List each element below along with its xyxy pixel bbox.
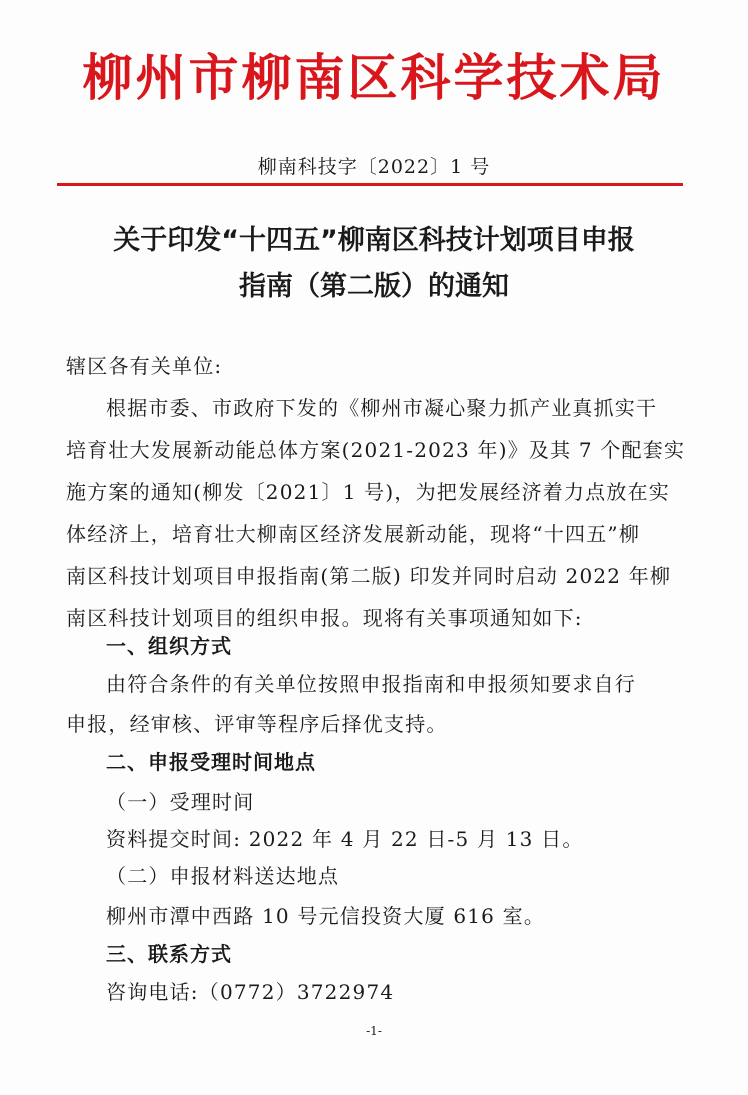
page-number: -1-	[366, 1024, 382, 1038]
salutation: 辖区各有关单位:	[66, 354, 223, 378]
subsection-heading-place: （二）申报材料送达地点	[106, 864, 340, 888]
submission-address: 柳州市潭中西路 10 号元信投资大厦 616 室。	[106, 904, 546, 928]
subsection-heading-time: （一）受理时间	[106, 790, 255, 814]
section-heading-organization: 一、组织方式	[106, 634, 232, 658]
letterhead-title: 柳州市柳南区科学技术局	[82, 49, 666, 107]
red-divider-line	[57, 183, 683, 186]
submission-time: 资料提交时间: 2022 年 4 月 22 日-5 月 13 日。	[106, 827, 584, 851]
section-heading-time-place: 二、申报受理时间地点	[106, 750, 316, 774]
body-paragraph-line: 南区科技计划项目申报指南(第二版) 印发并同时启动 2022 年柳	[66, 564, 672, 588]
body-paragraph-line: 申报，经审核、评审等程序后择优支持。	[66, 712, 448, 736]
notice-title-line-1: 关于印发“十四五”柳南区科技计划项目申报	[113, 225, 635, 256]
notice-title-line-2: 指南（第二版）的通知	[239, 271, 509, 302]
body-paragraph-line: 南区科技计划项目的组织申报。现将有关事项通知如下:	[66, 606, 583, 630]
document-number: 柳南科技字〔2022〕1 号	[257, 156, 491, 178]
section-heading-contact: 三、联系方式	[106, 942, 232, 966]
body-paragraph-line: 由符合条件的有关单位按照申报指南和申报须知要求自行	[106, 672, 636, 696]
body-paragraph-line: 施方案的通知(柳发〔2021〕1 号)，为把发展经济着力点放在实	[66, 480, 670, 504]
body-paragraph-line: 体经济上，培育壮大柳南区经济发展新动能，现将“十四五”柳	[66, 522, 641, 546]
contact-phone: 咨询电话:（0772）3722974	[106, 980, 395, 1004]
body-paragraph-line: 根据市委、市政府下发的《柳州市凝心聚力抓产业真抓实干	[106, 396, 658, 420]
body-paragraph-line: 培育壮大发展新动能总体方案(2021-2023 年)》及其 7 个配套实	[66, 438, 686, 462]
